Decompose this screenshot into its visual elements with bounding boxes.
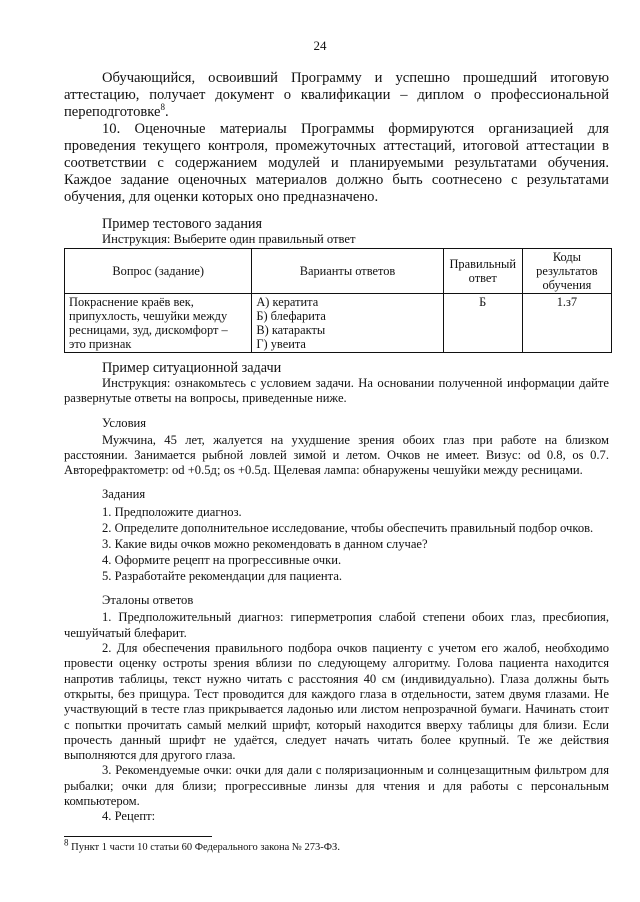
task-item: 4. Оформите рецепт на прогрессивные очки. [102,553,342,568]
test-option-d: Г) увеита [256,337,306,351]
conditions-text: Мужчина, 45 лет, жалуется на ухудшение зрения обоих глаз при работе на близком расстоянии. Занимается рыбной ловлей зимой и летом. Очков не имеет. Визус: od 0.8, os 0.7. Авторефрактометр: od +0.5д; os +0.5д. Щелевая лампа: обнаружены чешуйки между ресницами. [64,432,609,478]
task-item: 5. Разработайте рекомендации для пациента. [102,569,343,584]
test-example-title: Пример тестового задания [102,216,263,232]
task-item: 2. Определите дополнительное исследование, чтобы обеспечить правильный подбор очков. [102,521,594,536]
footnote-mark: 8 [64,837,69,848]
paragraph-qualification-text: Обучающийся, освоивший Программу и успешно прошедший итоговую аттестацию, получает документ о квалификации – диплом о профессиональной переподготовке [64,70,609,120]
situation-instruction: Инструкция: ознакомьтесь с условием задачи. На основании полученной информации дайте развернутые ответы на вопросы, приведенные ниже. [64,376,609,406]
conditions-label: Условия [102,415,147,430]
answer-2: 2. Для обеспечения правильного подбора очков пациенту с учетом его жалоб, необходимо провести оценку остроты зрения вблизи по следующему алгоритму. Голова пациента находится напротив таблицы, текст нужно читать с расстояния 40 см (индивидуально). Глаза должны быть открыты, без прищура. Тест проводится для каждого глаза в отдельности, затем двумя глазами. Не участвующий в тесте глаз прикрывается ладонью или листом непрозрачной бумаги. Начинать стоит с попытки прочитать самый мелкий шрифт, который находится вверху таблицы для близи. Если прочесть данный шрифт не удаётся, следует начать читать более крупный. Те же действия выполняются для другого глаза. [64,641,609,763]
footnote-divider [64,836,212,837]
test-instruction: Инструкция: Выберите один правильный ответ [102,232,356,246]
test-option-c: В) катаракты [256,323,326,337]
test-question: Покраснение краёв век, припухлость, чешуйки между ресницами, зуд, дискомфорт – это признак [65,294,252,353]
paragraph-qualification [64,70,609,121]
test-options [252,294,443,353]
task-item: 3. Какие виды очков можно рекомендовать в данном случае? [102,537,428,552]
test-option-b: Б) блефарита [256,309,326,323]
paragraph-qualification-end: . [164,104,169,120]
footnote [64,837,340,853]
header-codes: Коды результатов обучения [522,249,611,294]
answer-3: 3. Рекомендуемые очки: очки для дали с поляризационным и солнцезащитным фильтром для рыбалки; очки для близи; прогрессивные линзы для чтения и для работы с персональным компьютером. [64,763,609,809]
test-table-row [65,294,612,353]
header-question: Вопрос (задание) [65,249,252,294]
answers-label: Эталоны ответов [102,593,194,608]
paragraph-evaluation-materials: 10. Оценочные материалы Программы формируются организацией для проведения текущего контроля, промежуточных аттестаций, итоговой аттестации в соответствии с содержанием модулей и планируемыми результатами обучения. Каждое задание оценочных материалов должно быть соотнесено с результатами обучения, для оценки которых оно предназначено. [64,121,609,205]
page-content [64,70,609,825]
footnote-text: Пункт 1 части 10 статьи 60 Федерального закона № 273-ФЗ. [71,842,340,853]
header-correct: Правильный ответ [443,249,522,294]
task-item: 1. Предположите диагноз. [102,505,242,520]
tasks-list [102,504,609,584]
test-option-a: А) кератита [256,295,319,309]
test-result-code: 1.з7 [522,294,611,353]
header-options: Варианты ответов [252,249,443,294]
tasks-label: Задания [102,487,146,502]
test-correct-answer: Б [443,294,522,353]
page-number: 24 [313,38,327,53]
answer-1: 1. Предположительный диагноз: гиперметропия слабой степени обоих глаз, пресбиопия, чешуйчатый блефарит. [64,610,609,640]
answer-4: 4. Рецепт: [102,809,156,824]
situation-title: Пример ситуационной задачи [102,360,282,376]
test-table-header-row [65,249,612,294]
footnote-ref: 8 [160,102,165,113]
test-table [64,248,612,353]
